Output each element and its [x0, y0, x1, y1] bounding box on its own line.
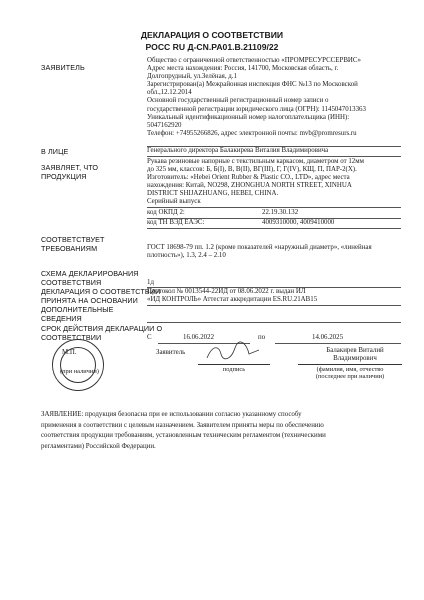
applicant-line: Телефон: +74955266826, адрес электронной почты: mvb@promresurs.ru	[147, 129, 357, 137]
validity-to-date: 14.06.2025	[312, 334, 344, 341]
statement-line: применения в соответствии с целевым назначением. Заявителем приняты меры по обеспечению	[41, 421, 324, 429]
statement-line: регламентами) Российской Федерации.	[41, 442, 156, 450]
validity-from-label: С	[147, 334, 152, 341]
safety-statement	[41, 410, 402, 452]
name-caption: (фамилия, имя, отчество (последнее при наличии)	[315, 366, 385, 381]
applicant-line: Уникальный идентификационный номер налогоплательщика (ИНН):	[147, 113, 350, 121]
basis-label: ДЕКЛАРАЦИЯ О СООТВЕТСТВИИ ПРИНЯТА НА ОСНОВАНИИ	[41, 287, 161, 305]
validity-to-underline	[275, 343, 401, 344]
additional-label: ДОПОЛНИТЕЛЬНЫЕ СВЕДЕНИЯ	[41, 305, 114, 323]
applicant-line: Общество с ограниченной ответственностью «ПРОМРЕСУРССЕРВИС»	[147, 57, 361, 64]
okpd-label: код ОКПД 2:	[147, 209, 185, 216]
tnved-label: код ТН ВЭД ЕАЭС:	[147, 219, 205, 226]
validity-label: СРОК ДЕЙСТВИЯ ДЕКЛАРАЦИИ О СООТВЕТСТВИИ	[41, 324, 163, 342]
stamp-label: М.П.	[62, 349, 77, 356]
basis-value	[147, 288, 402, 304]
validity-from-date: 16.06.2022	[183, 334, 215, 341]
applicant-line: государственной регистрации юридического лица (ОГРН): 1145047013363	[147, 105, 366, 113]
applicant-line: 5047162920	[147, 121, 182, 129]
basis-underline	[147, 305, 401, 306]
signatory-name: Балакирев Виталий Владимирович	[326, 347, 384, 363]
person-label: В ЛИЦЕ	[41, 147, 69, 156]
person-value: Генерального директора Балакирева Виталия Владимировича	[147, 147, 329, 154]
statement-line: ЗАЯВЛЕНИЕ: продукция безопасна при ее использовании согласно указанному способу	[41, 411, 302, 418]
applicant-line: Зарегистрирован(а) Межрайонная инспекция ФНС №13 по Московской	[147, 81, 358, 89]
tnved-underline	[147, 228, 401, 229]
product-batch: Серийный выпуск	[147, 198, 201, 206]
basis-line: Протокол № 0013544-22ИД от 08.06.2022 г. выдан ИЛ	[147, 288, 306, 295]
product-line: Изготовитель: «Hebei Orient Rubber & Plastic CO., LTD», адрес места	[147, 174, 350, 182]
scheme-label: СХЕМА ДЕКЛАРИРОВАНИЯ СООТВЕТСТВИЯ	[41, 269, 139, 287]
stamp-caption: (при наличии)	[60, 368, 99, 375]
product-line: DISTRICT SHIJAZHUANG, HEBEI, CHINA.	[147, 190, 279, 198]
name-underline	[298, 364, 402, 365]
additional-underline	[147, 322, 401, 323]
okpd-value: 22.19.30.132	[262, 209, 299, 216]
requirements-value	[147, 244, 402, 260]
person-underline	[147, 156, 401, 157]
signature-underline	[198, 364, 270, 365]
product-underline	[147, 207, 401, 208]
product-line: нахождения: Китай, NO298, ZHONGHUA NORTH STREET, XINHUA	[147, 182, 352, 190]
document-title: ДЕКЛАРАЦИЯ О СООТВЕТСТВИИ	[140, 30, 284, 40]
validity-to-label: по	[258, 334, 266, 341]
basis-line: «ИД КОНТРОЛЬ» Аттестат аккредитации ES.RU.21AB15	[147, 296, 318, 304]
tnved-value: 4009310000, 4009410000	[262, 219, 335, 226]
registration-number: РОСС RU Д-CN.PA01.B.21109/22	[145, 42, 279, 52]
applicant-line: Долгопрудный, ул.Зелёная, д.1	[147, 73, 237, 81]
applicant-label: ЗАЯВИТЕЛЬ	[41, 63, 85, 72]
requirements-line: ГОСТ 18698-79 пп. 1.2 (кроме показателей «наружный диаметр», «линейная	[147, 244, 372, 251]
signatory-role: Заявитель	[156, 349, 186, 356]
requirements-line: плотность»), 1.3, 2.4 – 2.10	[147, 252, 226, 260]
product-label: ЗАЯВЛЯЕТ, ЧТО ПРОДУКЦИЯ	[41, 163, 99, 181]
statement-line: соответствия продукции требованиям, установленным техническим регламентом (техническими	[41, 432, 326, 439]
product-line: до 325 мм, классов: Б, Б(I), В, В(II), ВГ(III), Г, Г(IV), КЩ, П, ПАР-2(Х).	[147, 166, 357, 174]
applicant-signature	[203, 340, 263, 364]
requirements-label: СООТВЕТСТВУЕТ ТРЕБОВАНИЯМ	[41, 235, 105, 253]
signature-caption: подпись	[222, 366, 246, 373]
scheme-value: 1д	[147, 279, 154, 286]
product-description	[147, 158, 402, 207]
applicant-line: обл.,12.12.2014	[147, 89, 192, 97]
applicant-line: Основной государственный регистрационный номер записи о	[147, 97, 329, 105]
product-line: Рукава резиновые напорные с текстильным каркасом, диаметром от 12мм	[147, 158, 364, 165]
applicant-line: Адрес места нахождения: Россия, 141700, Московская область, г.	[147, 65, 339, 73]
applicant-details	[147, 57, 402, 138]
